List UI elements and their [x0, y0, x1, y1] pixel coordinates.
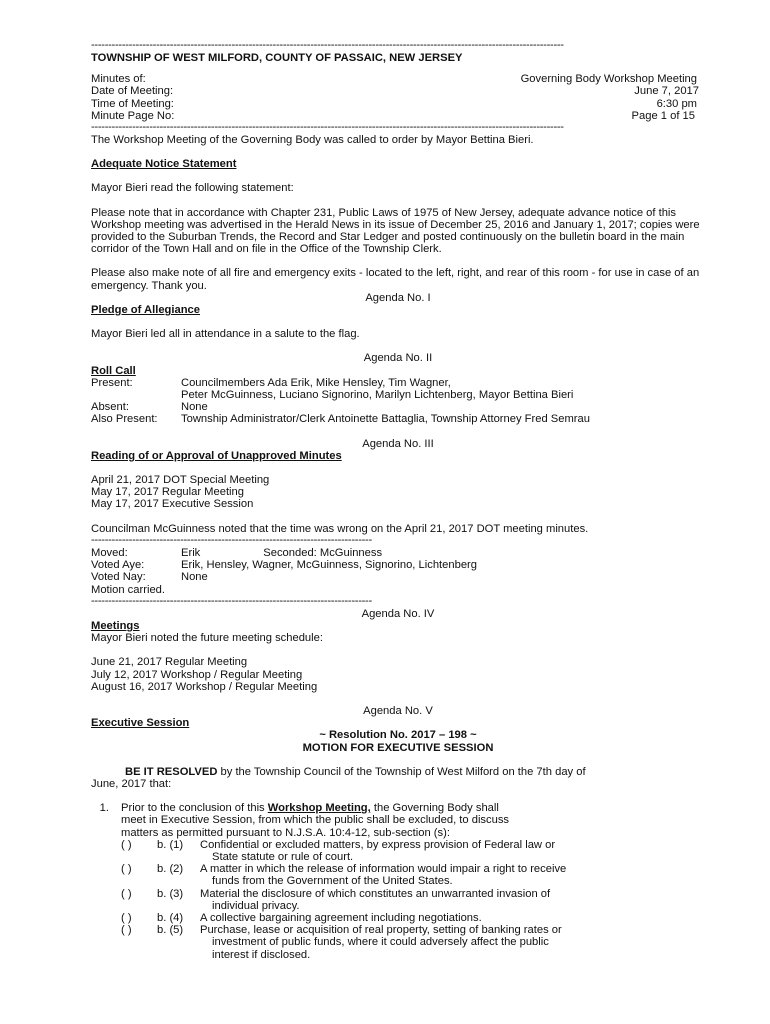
section-heading: Reading of or Approval of Unapproved Minutes: [91, 449, 342, 462]
agenda-label: Agenda No. II: [363, 352, 433, 365]
agenda-label: Agenda No. III: [362, 437, 434, 450]
motion-result: Motion carried.: [91, 583, 165, 596]
intro-text: The Workshop Meeting of the Governing Body was called to order by Mayor Bettina Bieri.: [91, 134, 534, 147]
document-title: TOWNSHIP OF WEST MILFORD, COUNTY OF PASSAIC, NEW JERSEY: [91, 52, 463, 64]
meta-label: Minute Page No:: [91, 109, 175, 122]
agenda-label: Agenda No. IV: [361, 607, 435, 620]
checkbox[interactable]: ( ): [121, 838, 132, 851]
vote-row: [91, 571, 705, 583]
notice-paragraph: Please note that in accordance with Chapter 231, Public Laws of 1975 of New Jersey, adequate advance notice of this Workshop meeting was advertised in the Herald News in its issue of December 25, 2016 and January 1, 2017; copies were provided to the Suburban Trends, the Record and Star Ledger and posted continuously on the bulletin board in the main corridor of the Town Hall and on file in the Office of the Township Clerk.: [91, 206, 700, 256]
notice-lead: Mayor Bieri read the following statement:: [91, 182, 294, 195]
subsection-row: [91, 924, 705, 961]
vote-value: None: [181, 571, 208, 584]
resolved-text-cont: June, 2017 that:: [91, 777, 172, 790]
subsection-text: Confidential or excluded matters, by express provision of Federal law or: [200, 838, 556, 851]
subsection-code: b. (5): [157, 924, 184, 937]
minutes-page: [91, 40, 705, 961]
vote-row: [91, 559, 705, 571]
meta-value: 6:30 pm: [656, 97, 697, 110]
meeting-meta: [91, 73, 705, 122]
meta-row: [91, 73, 705, 85]
meta-value: Governing Body Workshop Meeting: [520, 73, 697, 86]
meta-value: June 7, 2017: [634, 85, 699, 98]
checkbox[interactable]: ( ): [121, 887, 132, 900]
meta-label: Time of Meeting:: [91, 97, 174, 110]
list-item: July 12, 2017 Workshop / Regular Meeting: [91, 668, 303, 681]
list-item: May 17, 2017 Regular Meeting: [91, 486, 244, 499]
subsection-code: b. (4): [157, 911, 184, 924]
roll-label: Also Present:: [91, 413, 158, 426]
roll-call-row: [91, 389, 705, 401]
item-number: 1.: [99, 802, 109, 815]
subsection-text: Purchase, lease or acquisition of real property, setting of banking rates or: [200, 924, 562, 937]
subsection-text: investment of public funds, where it could adversely affect the public: [212, 936, 549, 949]
item-text-post: the Governing Body shall: [370, 802, 499, 815]
roll-call-row: [91, 401, 705, 413]
roll-value: None: [181, 401, 208, 414]
section-heading: Meetings: [91, 619, 140, 632]
meta-label: Date of Meeting:: [91, 85, 174, 98]
agenda-label: Agenda No. V: [363, 704, 433, 717]
resolution-subtitle: MOTION FOR EXECUTIVE SESSION: [302, 741, 494, 754]
meta-label: Minutes of:: [91, 73, 146, 86]
vote-value: Erik, Hensley, Wagner, McGuinness, Signorino, Lichtenberg: [181, 559, 477, 572]
subsection-row: [91, 888, 705, 912]
resolved-bold: BE IT RESOLVED: [125, 765, 218, 778]
section-heading: Adequate Notice Statement: [91, 158, 237, 171]
notice-paragraph: Please also make note of all fire and emergency exits - located to the left, right, and rear of this room - for use in case of an emergency. Thank you.: [91, 267, 700, 292]
roll-call-row: [91, 413, 705, 425]
resolution-title: ~ Resolution No. 2017 – 198 ~: [319, 729, 477, 742]
roll-value: Councilmembers Ada Erik, Mike Hensley, Tim Wagner,: [181, 376, 451, 389]
vote-label: Voted Nay:: [91, 571, 146, 584]
subsection-row: [91, 839, 705, 863]
roll-call-row: [91, 377, 705, 389]
meetings-lead: Mayor Bieri noted the future meeting schedule:: [91, 632, 323, 645]
vote-label: Moved:: [91, 546, 128, 559]
meta-value: Page 1 of 15: [631, 109, 695, 122]
roll-label: Present:: [91, 376, 133, 389]
separator-line: ------------------------------------------------------------------------------------------------------------------------------------------: [91, 122, 564, 134]
checkbox[interactable]: ( ): [121, 924, 132, 937]
agenda-label: Agenda No. I: [365, 291, 431, 304]
resolution-item: [91, 802, 705, 839]
pledge-text: Mayor Bieri led all in attendance in a salute to the flag.: [91, 328, 360, 341]
meta-row: [91, 110, 705, 122]
vote-label: Voted Aye:: [91, 559, 145, 572]
item-text-pre: Prior to the conclusion of this: [121, 802, 268, 815]
item-text-line: matters as permitted pursuant to N.J.S.A. 10:4-12, sub-section (s):: [121, 826, 450, 839]
section-heading: Roll Call: [91, 364, 136, 377]
list-item: August 16, 2017 Workshop / Regular Meeting: [91, 680, 318, 693]
subsection-text: A collective bargaining agreement including negotiations.: [200, 911, 482, 924]
subsection-text: interest if disclosed.: [212, 948, 311, 961]
section-heading: Pledge of Allegiance: [91, 304, 201, 317]
subsection-text: funds from the Government of the United States.: [212, 875, 453, 888]
checkbox[interactable]: ( ): [121, 911, 132, 924]
subsection-text: A matter in which the release of information would impair a right to receive: [200, 863, 567, 876]
subsection-code: b. (2): [157, 863, 184, 876]
vote-value: Erik: [181, 546, 201, 559]
separator-line: ------------------------------------------------------------------------------------------------------------------------------------------: [91, 40, 564, 51]
subsection-code: b. (3): [157, 887, 184, 900]
subsection-row: [91, 912, 705, 924]
item-text-bold: Workshop Meeting,: [267, 802, 371, 815]
subsection-text: Material the disclosure of which constitutes an unwarranted invasion of: [200, 887, 551, 900]
subsection-text: individual privacy.: [212, 899, 300, 912]
resolved-rest: by the Township Council of the Township of West Milford on the 7th day of: [217, 765, 586, 778]
resolved-text: [91, 766, 705, 778]
list-item: May 17, 2017 Executive Session: [91, 498, 254, 511]
vote-row: [91, 547, 705, 559]
minutes-note: Councilman McGuinness noted that the time was wrong on the April 21, 2017 DOT meeting minutes.: [91, 522, 589, 535]
separator-line: ----------------------------------------------------------------------------------: [91, 534, 372, 546]
checkbox[interactable]: ( ): [121, 863, 132, 876]
roll-value: Peter McGuinness, Luciano Signorino, Marilyn Lichtenberg, Mayor Bettina Bieri: [181, 389, 574, 402]
meta-row: [91, 98, 705, 110]
separator-line: ----------------------------------------------------------------------------------: [91, 595, 372, 607]
item-text-line: meet in Executive Session, from which the public shall be excluded, to discuss: [121, 814, 510, 827]
list-item: April 21, 2017 DOT Special Meeting: [91, 474, 270, 487]
vote-seconded: Seconded: McGuinness: [263, 546, 383, 559]
subsection-row: [91, 863, 705, 887]
list-item: June 21, 2017 Regular Meeting: [91, 656, 248, 669]
section-heading: Executive Session: [91, 717, 190, 730]
roll-label: Absent:: [91, 401, 129, 414]
meta-row: [91, 85, 705, 97]
subsection-text: State statute or rule of court.: [212, 850, 354, 863]
item-text: [121, 802, 509, 814]
subsection-code: b. (1): [157, 838, 184, 851]
roll-value: Township Administrator/Clerk Antoinette Battaglia, Township Attorney Fred Semrau: [181, 413, 590, 426]
